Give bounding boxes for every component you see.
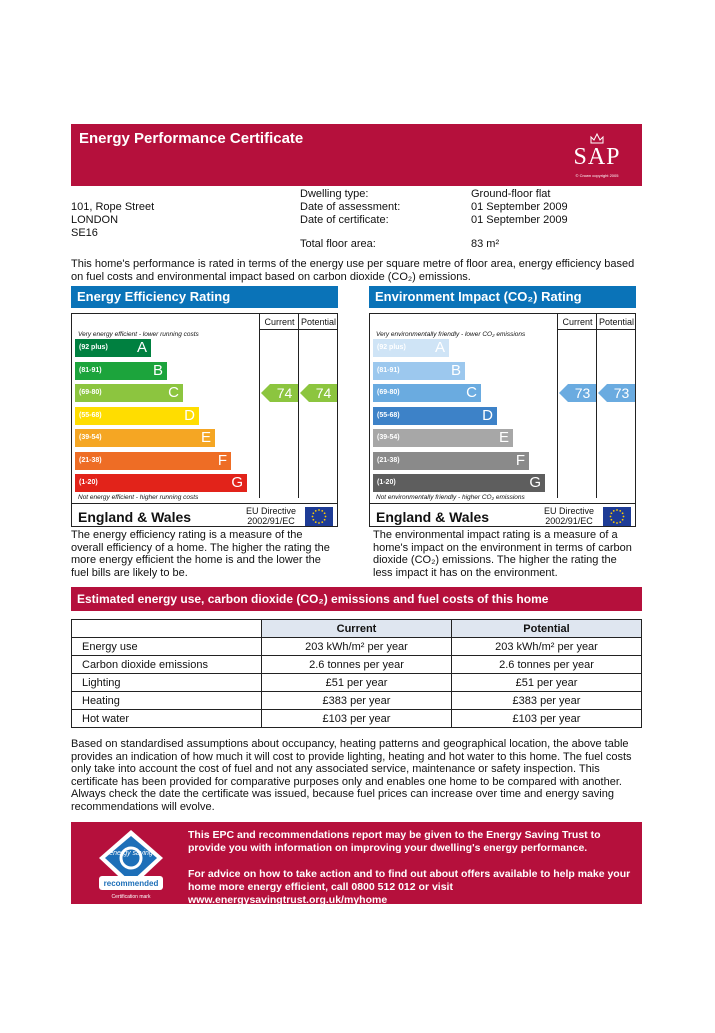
rating-band-d — [373, 407, 497, 425]
band-letter: A — [136, 339, 147, 356]
environment-title: Environment Impact (CO₂) Rating — [369, 286, 636, 308]
rating-band-f — [373, 452, 529, 470]
band-range: (21-38) — [377, 456, 400, 464]
table-row — [72, 656, 642, 674]
band-letter: D — [482, 406, 493, 424]
row-label: Energy use — [72, 638, 262, 656]
row-potential: £103 per year — [452, 710, 642, 728]
table-row — [72, 674, 642, 692]
rating-band-e — [373, 429, 513, 447]
environment-description: The environmental impact rating is a measure of a home's impact on the environment in terms of carbon dioxide (CO₂) emissions. The higher the rating the less impact it has on the environment. — [373, 529, 632, 579]
rating-band-a — [75, 339, 151, 357]
efficiency-potential-header: Potential — [298, 314, 338, 330]
dwelling-type-value: Ground-floor flat — [471, 188, 551, 200]
estimates-current-header: Current — [262, 620, 452, 638]
band-letter: F — [217, 451, 227, 469]
band-letter: C — [466, 384, 477, 401]
eu-flag-icon — [305, 507, 333, 526]
efficiency-title: Energy Efficiency Rating — [71, 286, 338, 308]
divider — [298, 330, 299, 498]
divider — [259, 330, 260, 498]
row-current: 203 kWh/m² per year — [262, 638, 452, 656]
row-label: Lighting — [72, 674, 262, 692]
environment-directive: EU Directive 2002/91/EC — [543, 506, 594, 526]
band-range: (92 plus) — [377, 344, 406, 351]
band-letter: C — [168, 384, 179, 401]
table-row — [72, 692, 642, 710]
table-row — [72, 638, 642, 656]
rating-band-g — [373, 474, 545, 492]
environment-potential-header: Potential — [596, 314, 636, 330]
energy-saving-recommended-logo — [93, 828, 169, 902]
row-potential: 203 kWh/m² per year — [452, 638, 642, 656]
band-letter: A — [434, 339, 445, 356]
logo-label: recommended — [103, 879, 159, 888]
eu-flag-icon — [603, 507, 631, 526]
address-block — [71, 201, 154, 240]
efficiency-current-header: Current — [259, 314, 299, 330]
rating-arrow-potential — [598, 384, 635, 402]
band-letter: E — [200, 429, 211, 446]
assessment-date-value: 01 September 2009 — [471, 201, 568, 213]
rating-band-c — [75, 384, 183, 402]
band-range: (39-54) — [377, 434, 400, 441]
rating-band-b — [373, 362, 465, 380]
efficiency-directive: EU Directive 2002/91/EC — [245, 506, 296, 526]
row-current: 2.6 tonnes per year — [262, 656, 452, 674]
row-current: £51 per year — [262, 674, 452, 692]
environment-current-header: Current — [557, 314, 597, 330]
divider — [557, 330, 558, 498]
logo-top-text: energy saving — [109, 850, 153, 857]
band-range: (21-38) — [79, 456, 102, 464]
estimates-table — [71, 619, 642, 728]
band-letter: D — [184, 406, 195, 424]
rating-value-current: 73 — [574, 385, 591, 401]
sap-logo-text: SAP — [573, 144, 621, 170]
band-range: (39-54) — [79, 434, 102, 441]
sap-copyright: © Crown copyright 2005 — [575, 173, 619, 178]
row-label: Hot water — [72, 710, 262, 728]
energy-saving-banner — [71, 822, 642, 904]
band-range: (92 plus) — [79, 344, 108, 351]
efficiency-top-note: Very energy efficient - lower running costs — [78, 331, 199, 338]
row-label: Heating — [72, 692, 262, 710]
row-current: £383 per year — [262, 692, 452, 710]
band-letter: B — [450, 361, 461, 379]
environment-bottom-note: Not environmentally friendly - higher CO₂ emissions — [376, 494, 525, 501]
band-range: (81-91) — [79, 366, 102, 374]
band-letter: E — [498, 429, 509, 446]
crown-icon — [590, 132, 604, 144]
rating-band-d — [75, 407, 199, 425]
certificate-header — [71, 124, 642, 186]
assessment-date-label: Date of assessment: — [300, 201, 401, 213]
rating-value-current: 74 — [276, 385, 293, 401]
rating-arrow-current — [559, 384, 596, 402]
divider — [370, 503, 635, 504]
band-letter: G — [529, 474, 541, 491]
rating-band-e — [75, 429, 215, 447]
row-potential: 2.6 tonnes per year — [452, 656, 642, 674]
rating-value-potential: 74 — [315, 385, 332, 401]
logo-caption: Certification mark — [111, 894, 151, 900]
band-range: (81-91) — [377, 366, 400, 374]
address-line: SE16 — [71, 227, 98, 239]
table-row — [72, 710, 642, 728]
intro-text: This home's performance is rated in terms of the energy use per square metre of floor area, energy efficiency based on fuel costs and environmental impact based on carbon dioxide (CO₂) emissions. — [71, 258, 635, 283]
row-label: Carbon dioxide emissions — [72, 656, 262, 674]
certificate-date-label: Date of certificate: — [300, 214, 389, 226]
rating-value-potential: 73 — [613, 385, 630, 401]
address-line: 101, Rope Street — [71, 201, 155, 213]
row-potential: £383 per year — [452, 692, 642, 710]
row-current: £103 per year — [262, 710, 452, 728]
efficiency-chart — [71, 313, 338, 527]
efficiency-bottom-note: Not energy efficient - higher running costs — [78, 494, 199, 501]
band-range: (55-68) — [79, 411, 102, 419]
banner-line-1: This EPC and recommendations report may be given to the Energy Saving Trust to provide you with information on improving your dwelling's energy performance. — [188, 829, 601, 854]
efficiency-description: The energy efficiency rating is a measure of the overall efficiency of a home. The higher the rating the more energy efficient the home is and the lower the fuel bills are likely to be. — [71, 529, 330, 579]
environment-region: England & Wales — [376, 509, 490, 525]
rating-band-b — [75, 362, 167, 380]
address-line: LONDON — [71, 214, 119, 226]
environment-top-note: Very environmentally friendly - lower CO₂ emissions — [376, 331, 526, 338]
sap-logo — [562, 132, 632, 180]
rating-band-c — [373, 384, 481, 402]
rating-band-g — [75, 474, 247, 492]
band-letter: B — [152, 361, 163, 379]
band-letter: G — [231, 474, 243, 491]
rating-band-a — [373, 339, 449, 357]
band-range: (69-80) — [377, 389, 400, 396]
rating-band-f — [75, 452, 231, 470]
band-range: (69-80) — [79, 389, 102, 396]
band-letter: F — [515, 451, 525, 469]
estimates-potential-header: Potential — [452, 620, 642, 638]
dwelling-type-label: Dwelling type: — [300, 188, 369, 200]
estimates-title: Estimated energy use, carbon dioxide (CO₂) emissions and fuel costs of this home — [71, 587, 642, 611]
floor-area-value: 83 m² — [471, 238, 500, 250]
band-range: (1-20) — [79, 479, 98, 486]
divider — [72, 503, 337, 504]
band-range: (1-20) — [377, 479, 396, 486]
environment-chart — [369, 313, 636, 527]
floor-area-label: Total floor area: — [300, 238, 376, 250]
certificate-date-value: 01 September 2009 — [471, 214, 568, 226]
divider — [596, 330, 597, 498]
band-range: (55-68) — [377, 411, 400, 419]
rating-arrow-potential — [300, 384, 337, 402]
banner-line-2: For advice on how to take action and to find out about offers available to help make your home more energy efficient, call 0800 512 012 or visit www.energysavingtrust.org.uk/myhome — [188, 868, 631, 906]
certificate-title: Energy Performance Certificate — [79, 130, 304, 147]
row-potential: £51 per year — [452, 674, 642, 692]
efficiency-region: England & Wales — [78, 509, 192, 525]
rating-arrow-current — [261, 384, 298, 402]
estimates-note: Based on standardised assumptions about occupancy, heating patterns and geographical location, the above table provides an indication of how much it will cost to provide lighting, heating and hot water to this home. The fuel costs only take into account the cost of fuel and not any associated service, maintenance or safety inspection. This certificate has been provided for comparative purposes only and enables one home to be compared with another. Always check the date the certificate was issued, because fuel prices can increase over time and energy saving recommendations will evolve. — [71, 738, 632, 813]
